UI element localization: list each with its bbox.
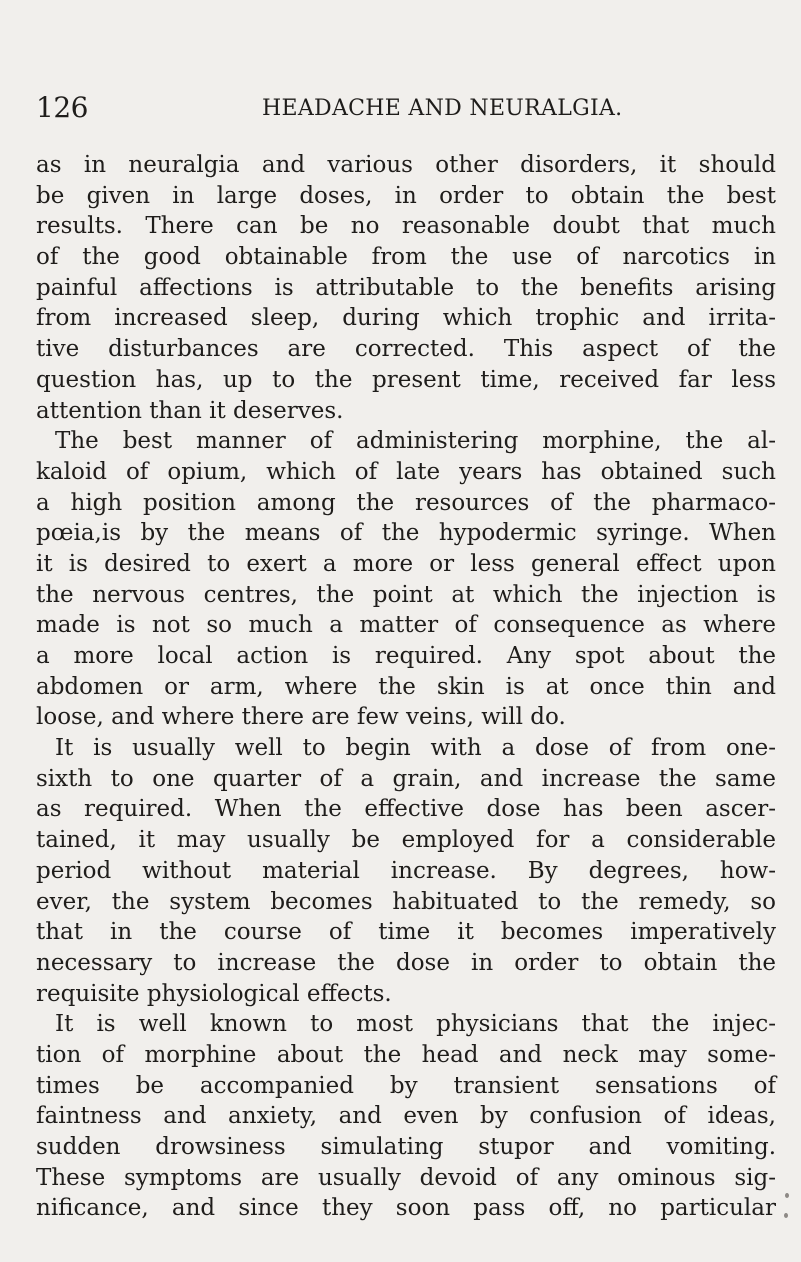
text-line: tive disturbances are corrected. This aspect of the xyxy=(36,336,776,363)
text-line: a high position among the resources of the pharmaco- xyxy=(36,489,776,516)
text-line: question has, up to the present time, received far less xyxy=(36,366,776,393)
text-line: of the good obtainable from the use of narcotics in xyxy=(36,244,776,271)
text-line: that in the course of time it becomes imperatively xyxy=(36,919,776,946)
page-number: 126 xyxy=(36,91,88,124)
text-line: sixth to one quarter of a grain, and increase the same xyxy=(36,765,776,792)
paragraph-first-line: It is usually well to begin with a dose of from one- xyxy=(55,735,776,762)
text-line: abdomen or arm, where the skin is at once thin and xyxy=(36,673,776,700)
text-line: attention than it deserves. xyxy=(36,397,344,424)
text-line: times be accompanied by transient sensations of xyxy=(36,1072,776,1099)
text-line: tained, it may usually be employed for a considerable xyxy=(36,827,776,854)
text-line: made is not so much a matter of consequence as where xyxy=(36,612,776,639)
text-line: a more local action is required. Any spot about the xyxy=(36,643,776,669)
text-line: as required. When the effective dose has been ascer- xyxy=(36,796,776,823)
text-line: period without material increase. By degrees, how- xyxy=(36,857,776,884)
text-line: painful affections is attributable to the benefits arising xyxy=(36,274,776,301)
page-header xyxy=(36,88,776,128)
text-line: loose, and where there are few veins, will do. xyxy=(36,704,566,731)
text-line: kaloid of opium, which of late years has obtained such xyxy=(36,458,776,485)
text-line: from increased sleep, during which trophic and irrita- xyxy=(36,305,776,332)
text-line: ever, the system becomes habituated to the remedy, so xyxy=(36,888,776,915)
text-line: results. There can be no reasonable doubt that much xyxy=(36,213,776,240)
text-line: be given in large doses, in order to obtain the best xyxy=(36,182,776,209)
text-line: tion of morphine about the head and neck may some- xyxy=(36,1041,776,1068)
text-line: requisite physiological effects. xyxy=(36,980,392,1007)
text-line: as in neuralgia and various other disorders, it should xyxy=(36,152,776,178)
text-line: nificance, and since they soon pass off, no particular xyxy=(36,1195,776,1222)
paragraph-first-line: The best manner of administering morphine, the al- xyxy=(55,428,776,455)
body-text xyxy=(36,150,776,1224)
text-line: faintness and anxiety, and even by confusion of ideas, xyxy=(36,1103,776,1130)
running-head: HEADACHE AND NEURALGIA. xyxy=(262,96,623,121)
paragraph-first-line: It is well known to most physicians that the injec- xyxy=(55,1011,776,1038)
text-line: it is desired to exert a more or less general effect upon xyxy=(36,550,776,577)
text-line: necessary to increase the dose in order to obtain the xyxy=(36,949,776,976)
text-line: These symptoms are usually devoid of any ominous sig- xyxy=(36,1164,776,1191)
paper-speck xyxy=(785,1193,789,1198)
paper-speck xyxy=(784,1213,788,1218)
text-line: pœia,is by the means of the hypodermic syringe. When xyxy=(36,520,776,547)
text-line: sudden drowsiness simulating stupor and vomiting. xyxy=(36,1134,776,1160)
text-line: the nervous centres, the point at which the injection is xyxy=(36,581,776,608)
